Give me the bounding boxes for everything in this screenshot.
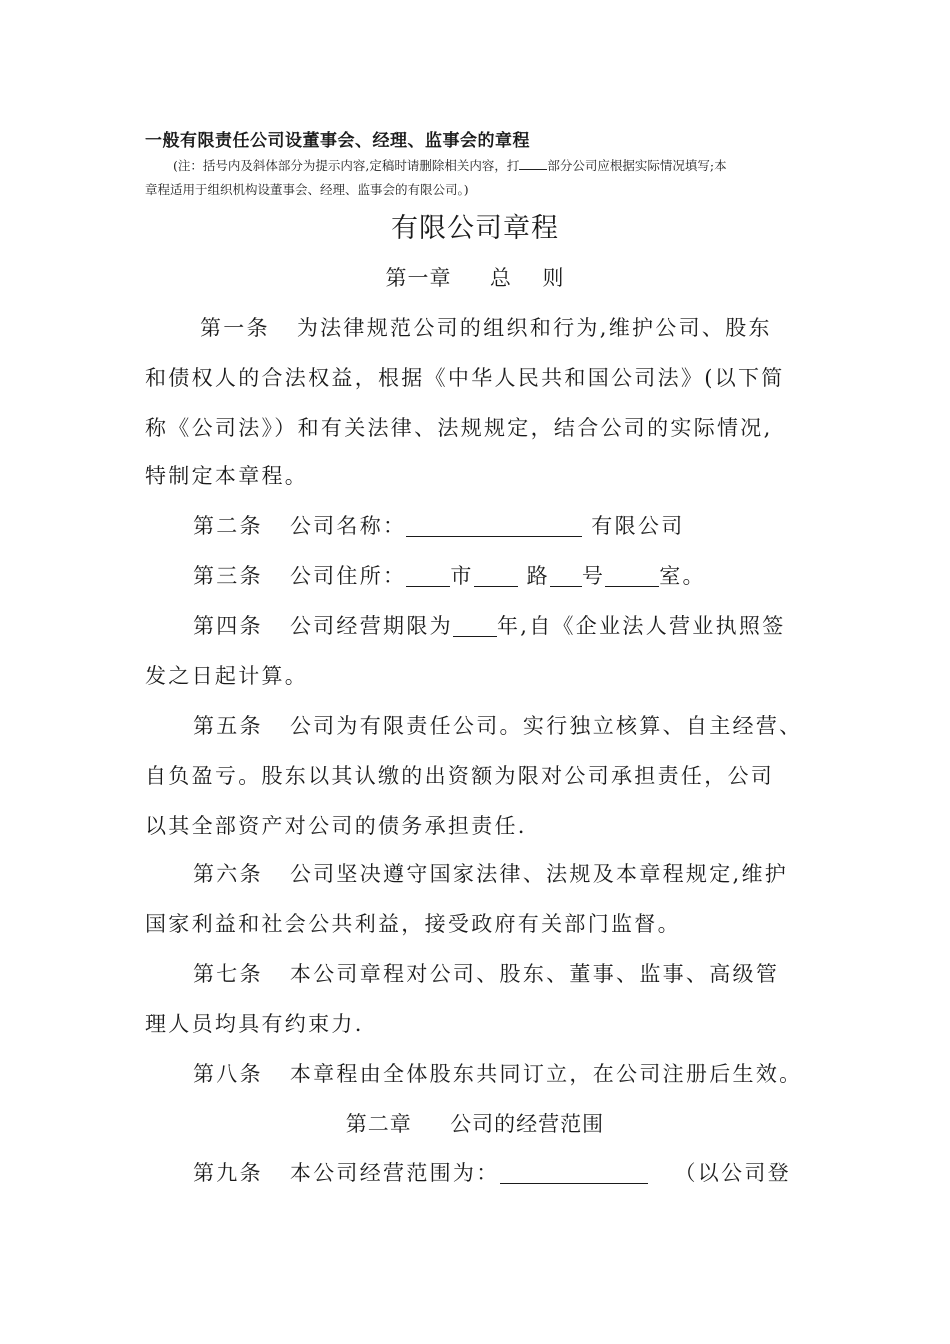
room-blank[interactable] — [605, 563, 659, 587]
article-5-line-3: 以其全部资产对公司的债务承担责任. — [145, 814, 527, 838]
article-4-line-1 — [193, 610, 786, 640]
article-1-line-3: 称《公司法》）和有关法律、法规规定，结合公司的实际情况, — [145, 416, 773, 440]
number-blank[interactable] — [550, 563, 582, 587]
city-label: 市 — [450, 564, 474, 588]
header-title: 一般有限责任公司设董事会、经理、监事会的章程 — [145, 131, 530, 151]
article-2 — [193, 510, 685, 540]
chapter-1-heading: 第一章 总 则 — [385, 266, 565, 290]
article-4-text: 年,自《企业法人营业执照签 — [496, 614, 786, 638]
article-6-line-2: 国家利益和社会公共利益，接受政府有关部门监督。 — [145, 912, 681, 936]
article-9-line-1 — [193, 1157, 791, 1187]
article-7-line-2: 理人员均具有约束力. — [145, 1012, 364, 1036]
article-9-label: 第九条 本公司经营范围为： — [193, 1161, 500, 1185]
company-name-blank[interactable] — [406, 513, 582, 537]
chapter-2-heading: 第二章 公司的经营范围 — [345, 1112, 605, 1136]
article-3-label: 第三条 公司住所： — [193, 564, 407, 588]
document-title: 有限公司章程 — [391, 213, 559, 244]
usage-note-line-1 — [145, 154, 820, 178]
article-5-line-1: 第五条 公司为有限责任公司。实行独立核算、自主经营、 — [193, 714, 803, 738]
article-1-line-1: 第一条 为法律规范公司的组织和行为,维护公司、股东 — [200, 316, 772, 340]
article-1-line-2: 和债权人的合法权益，根据《中华人民共和国公司法》(以下简 — [145, 366, 785, 390]
article-5-line-2: 自负盈亏。股东以其认缴的出资额为限对公司承担责任，公司 — [145, 764, 775, 788]
article-1-line-4: 特制定本章程。 — [145, 464, 309, 488]
article-3 — [193, 560, 706, 590]
article-6-line-1: 第六条 公司坚决遵守国家法律、法规及本章程规定,维护 — [193, 862, 789, 886]
article-8-line-1: 第八条 本章程由全体股东共同订立，在公司注册后生效。 — [193, 1062, 803, 1086]
usage-note-line-2: 章程适用于组织机构设董事会、经理、监事会的有限公司。) — [145, 182, 469, 197]
article-2-suffix: 有限公司 — [582, 514, 685, 538]
article-4-line-2: 发之日起计算。 — [145, 664, 309, 688]
city-blank[interactable] — [406, 563, 450, 587]
road-label: 路 — [517, 564, 550, 588]
road-blank[interactable] — [474, 563, 518, 587]
number-label: 号 — [581, 564, 606, 588]
article-7-line-1: 第七条 本公司章程对公司、股东、董事、监事、高级管 — [193, 962, 780, 986]
usage-note — [145, 154, 820, 202]
article-4-label: 第四条 公司经营期限为 — [193, 614, 453, 638]
usage-note-text-b: 部分公司应根据实际情况填写;本 — [547, 158, 727, 173]
business-scope-blank[interactable] — [500, 1160, 648, 1184]
usage-note-text-a: (注：括号内及斜体部分为提示内容,定稿时请删除相关内容，打 — [173, 158, 520, 173]
room-label: 室。 — [659, 564, 706, 588]
term-years-blank[interactable] — [453, 613, 497, 637]
article-9-text: （以公司登 — [647, 1161, 791, 1185]
article-2-label: 第二条 公司名称： — [193, 514, 407, 538]
note-blank — [519, 169, 547, 170]
